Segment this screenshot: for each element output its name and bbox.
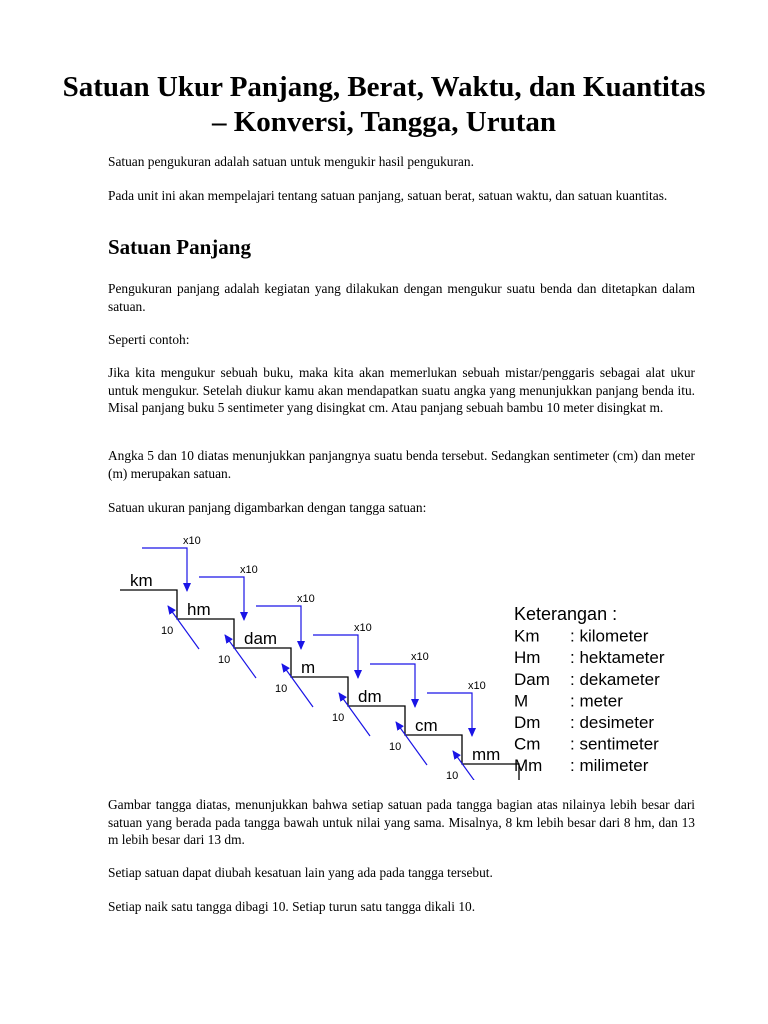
conversion-paragraph: Setiap satuan dapat diubah kesatuan lain yang ada pada tangga tersebut. (108, 865, 493, 880)
legend-abbr: Cm (514, 734, 541, 754)
section-heading: Satuan Panjang (108, 235, 251, 259)
divide-label: 10 (446, 770, 459, 780)
conclusion-paragraph: Gambar tangga diatas, menunjukkan bahwa setiap satuan pada tangga bagian atas nilainya lebih besar dari satuan yang berada pada tangga bawah untuk nilai yang sama. Misalnya, 8 km lebih besar dari 8 hm, dan 13 m lebih besar dari 13 dm. (108, 797, 695, 847)
divide-label: 10 (389, 741, 402, 753)
legend-desc: : meter (570, 691, 623, 711)
divide-label: 10 (161, 625, 174, 637)
legend-desc: : dekameter (570, 669, 660, 689)
legend-desc: : sentimeter (570, 734, 659, 754)
diagram-intro: Satuan ukuran panjang digambarkan dengan tangga satuan: (108, 500, 427, 515)
step-label-dam: dam (244, 629, 278, 648)
step-label-km: km (130, 571, 153, 590)
multiply-label: x10 (183, 535, 201, 547)
legend-desc: : desimeter (570, 713, 655, 732)
step-label-cm: cm (415, 716, 438, 735)
step-label-mm: mm (472, 745, 501, 764)
multiply-label: x10 (240, 564, 258, 576)
staircase-outline (120, 590, 519, 780)
definition-paragraph: Pengukuran panjang adalah kegiatan yang dilakukan dengan mengukur suatu benda dan ditetapkan dalam satuan. (108, 281, 695, 314)
intro-paragraph: Satuan pengukuran adalah satuan untuk mengukir hasil pengukuran. (108, 154, 474, 169)
legend-title: Keterangan : (514, 604, 618, 624)
step-label-m: m (301, 658, 316, 677)
legend-abbr: Hm (514, 648, 541, 668)
unit-staircase-diagram (108, 530, 708, 780)
legend-abbr: Dam (514, 669, 550, 689)
multiply-label: x10 (468, 680, 486, 692)
multiply-label: x10 (354, 622, 372, 634)
multiply-label: x10 (297, 593, 315, 605)
rule-paragraph: Setiap naik satu tangga dibagi 10. Setiap turun satu tangga dikali 10. (108, 899, 476, 914)
unit-paragraph: Pada unit ini akan mempelajari tentang satuan panjang, satuan berat, satuan waktu, dan satuan kuantitas. (108, 188, 668, 203)
legend (514, 604, 665, 775)
multiply-arrow (313, 635, 358, 678)
step-label-dm: dm (358, 687, 382, 706)
legend-desc: : hektameter (570, 648, 665, 668)
legend-abbr: M (514, 691, 529, 711)
legend-abbr: Km (514, 626, 540, 646)
legend-abbr: Mm (514, 756, 543, 776)
divide-label: 10 (218, 654, 231, 666)
step-label-hm: hm (187, 600, 211, 619)
divide-label: 10 (275, 683, 288, 695)
page-title: Satuan Ukur Panjang, Berat, Waktu, dan Kuantitas – Konversi, Tangga, Urutan (62, 71, 706, 138)
staircase (120, 590, 519, 780)
legend-desc: : kilometer (570, 626, 649, 646)
example-label: Seperti contoh: (108, 332, 190, 347)
divide-label: 10 (332, 712, 345, 724)
multiply-arrows (142, 535, 486, 736)
explanation-paragraph: Angka 5 dan 10 diatas menunjukkan panjangnya suatu benda tersebut. Sedangkan sentimeter (cm) dan meter (m) merupakan satuan. (108, 448, 695, 481)
legend-desc: : milimeter (570, 756, 649, 776)
multiply-label: x10 (411, 651, 429, 663)
legend-abbr: Dm (514, 713, 541, 732)
example-paragraph: Jika kita mengukur sebuah buku, maka kita akan memerlukan sebuah mistar/penggaris sebagai alat ukur untuk mengukur. Setelah diukur kamu akan mendapatkan suatu angka yang menunjukkan panjang benda itu. Misal panjang buku 5 sentimeter yang disingkat cm. Atau panjang sebuah bambu 10 meter disingkat m. (108, 365, 695, 415)
